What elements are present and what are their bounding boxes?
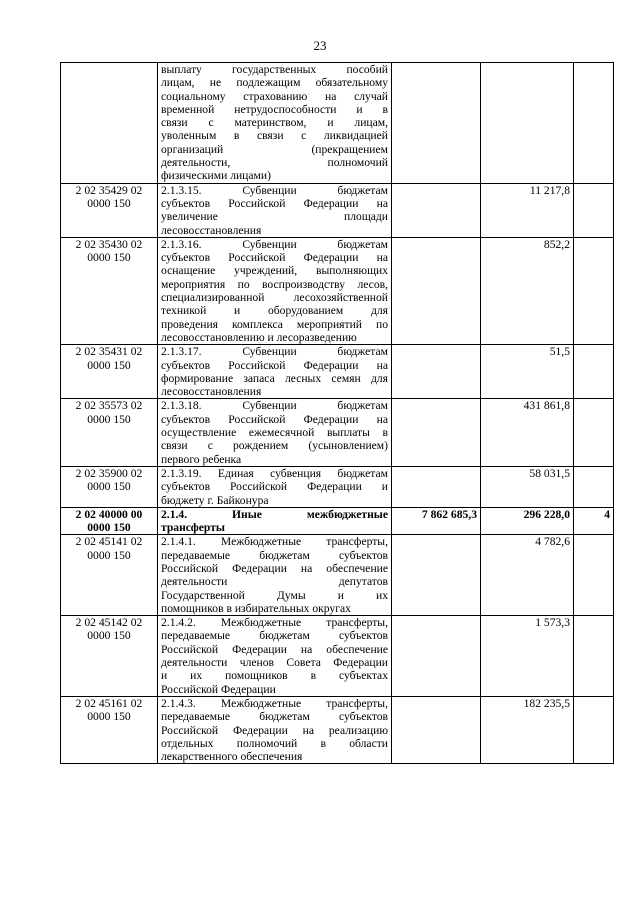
item-name-line: проведения комплекса мероприятий по (161, 317, 388, 331)
item-name-line: Российской Федерации на обеспечение (161, 642, 388, 656)
item-name-line: 2.1.3.18. Субвенции бюджетам (161, 399, 388, 413)
item-name-line: оснащение учреждений, выполняющих (161, 264, 388, 278)
budget-code-line: 0000 150 (87, 629, 131, 643)
item-name-line: передаваемые бюджетам субъектов (161, 629, 388, 643)
item-name-line: временной нетрудоспособности и в (161, 102, 388, 116)
item-name-line: связи с рождением (усыновлением) (161, 439, 388, 453)
item-name-cell (158, 507, 392, 535)
amount-cell-v2: 431 861,8 (481, 399, 574, 466)
item-name-line: 2.1.3.15. Субвенции бюджетам (161, 183, 388, 197)
item-name-line: деятельности членов Совета Федерации (161, 656, 388, 670)
budget-code-line: 0000 150 (87, 548, 131, 562)
amount-cell-v3: 4 (574, 507, 614, 535)
table-row (61, 616, 614, 697)
amount-cell-v1 (392, 616, 481, 697)
amount-cell-v3 (574, 63, 614, 184)
budget-code-line: 2 02 40000 00 (75, 507, 143, 521)
budget-code-line: 0000 150 (87, 710, 131, 724)
budget-code-cell (61, 507, 158, 535)
item-name-line: деятельности, полномочий (161, 156, 388, 170)
budget-code-cell (61, 183, 158, 237)
item-name-cell (158, 616, 392, 697)
item-name-line: 2.1.3.19. Единая субвенция бюджетам (161, 466, 388, 480)
item-name-line: передаваемые бюджетам субъектов (161, 710, 388, 724)
budget-code-cell (61, 63, 158, 184)
item-name-line: субъектов Российской Федерации на (161, 196, 388, 210)
budget-code-line: 0000 150 (87, 196, 131, 210)
amount-cell-v1 (392, 237, 481, 344)
amount-cell-v1: 7 862 685,3 (392, 507, 481, 535)
item-name-line: увеличение площади (161, 210, 388, 224)
budget-code-cell (61, 237, 158, 344)
amount-cell-v3 (574, 616, 614, 697)
table-row (61, 399, 614, 466)
page-number: 23 (313, 38, 327, 53)
amount-cell-v2: 852,2 (481, 237, 574, 344)
amount-cell-v2: 58 031,5 (481, 466, 574, 507)
item-name-cell (158, 466, 392, 507)
table-row (61, 237, 614, 344)
budget-code-line: 2 02 35429 02 (75, 183, 143, 197)
item-name-line: техникой и оборудованием для (161, 304, 388, 318)
item-name-line: 2.1.4. Иные межбюджетные (161, 507, 388, 521)
item-name-line: лесовосстановления (161, 223, 262, 237)
table-row (61, 466, 614, 507)
item-name-line: субъектов Российской Федерации и (161, 480, 388, 494)
budget-code-line: 0000 150 (87, 480, 131, 494)
item-name-line: бюджету г. Байконура (161, 493, 269, 507)
amount-cell-v2: 296 228,0 (481, 507, 574, 535)
item-name-line: 2.1.4.1. Межбюджетные трансферты, (161, 535, 388, 549)
amount-cell-v1 (392, 696, 481, 763)
item-name-line: и их помощников в субъектах (161, 669, 388, 683)
amount-cell-v3 (574, 399, 614, 466)
budget-code-line: 2 02 35573 02 (75, 399, 143, 413)
item-name-line: 2.1.3.16. Субвенции бюджетам (161, 237, 388, 251)
item-name-line: мероприятия по воспроизводству лесов, (161, 277, 388, 291)
amount-cell-v2: 51,5 (481, 345, 574, 399)
amount-cell-v2: 4 782,6 (481, 535, 574, 616)
amount-cell-v1 (392, 466, 481, 507)
budget-code-line: 2 02 35431 02 (75, 345, 143, 359)
table-row (61, 345, 614, 399)
item-name-line: выплату государственных пособий (161, 63, 388, 76)
table-row (61, 183, 614, 237)
item-name-line: Российской Федерации на обеспечение (161, 561, 388, 575)
item-name-line: субъектов Российской Федерации на (161, 358, 388, 372)
budget-code-line: 0000 150 (87, 251, 131, 265)
budget-table (60, 62, 614, 764)
item-name-line: Российской Федерации на реализацию (161, 723, 388, 737)
item-name-cell (158, 183, 392, 237)
amount-cell-v3 (574, 466, 614, 507)
budget-code-cell (61, 399, 158, 466)
item-name-cell (158, 399, 392, 466)
item-name-cell (158, 696, 392, 763)
item-name-line: передаваемые бюджетам субъектов (161, 548, 388, 562)
budget-code-line: 2 02 35430 02 (75, 237, 143, 251)
amount-cell-v3 (574, 696, 614, 763)
item-name-line: осуществление ежемесячной выплаты в (161, 426, 388, 440)
budget-code-line: 2 02 45142 02 (75, 616, 143, 630)
amount-cell-v3 (574, 237, 614, 344)
item-name-line: первого ребенка (161, 452, 242, 466)
item-name-line: лекарственного обеспечения (161, 750, 303, 764)
amount-cell-v2: 1 573,3 (481, 616, 574, 697)
budget-code-line: 0000 150 (87, 521, 131, 535)
item-name-line: субъектов Российской Федерации на (161, 251, 388, 265)
item-name-line: 2.1.4.3. Межбюджетные трансферты, (161, 696, 388, 710)
table-row (61, 63, 614, 184)
amount-cell-v1 (392, 345, 481, 399)
item-name-line: Российской Федерации (161, 682, 276, 696)
budget-code-cell (61, 535, 158, 616)
budget-code-line: 2 02 45141 02 (75, 535, 143, 549)
item-name-cell (158, 63, 392, 184)
item-name-line: связи с материнством, и лицам, (161, 116, 388, 130)
amount-cell-v3 (574, 345, 614, 399)
item-name-line: помощников в избирательных округах (161, 601, 351, 615)
amount-cell-v1 (392, 535, 481, 616)
budget-code-cell (61, 616, 158, 697)
item-name-line: трансферты (161, 521, 225, 535)
item-name-line: 2.1.3.17. Субвенции бюджетам (161, 345, 388, 359)
table-row (61, 696, 614, 763)
item-name-line: уволенным в связи с ликвидацией (161, 129, 388, 143)
item-name-line: формирование запаса лесных семян для (161, 371, 388, 385)
budget-code-cell (61, 696, 158, 763)
item-name-line: отдельных полномочий в области (161, 736, 388, 750)
item-name-line: Государственной Думы и их (161, 588, 388, 602)
budget-code-line: 2 02 35900 02 (75, 466, 143, 480)
amount-cell-v3 (574, 535, 614, 616)
item-name-line: организаций (прекращением (161, 142, 388, 156)
amount-cell-v2: 182 235,5 (481, 696, 574, 763)
amount-cell-v2: 11 217,8 (481, 183, 574, 237)
item-name-line: социальному страхованию на случай (161, 89, 388, 103)
item-name-cell (158, 345, 392, 399)
item-name-line: физическими лицами) (161, 169, 271, 183)
amount-cell-v3 (574, 183, 614, 237)
item-name-line: деятельности депутатов (161, 575, 388, 589)
amount-cell-v1 (392, 183, 481, 237)
item-name-line: специализированной лесохозяйственной (161, 291, 388, 305)
amount-cell-v2 (481, 63, 574, 184)
budget-code-line: 0000 150 (87, 358, 131, 372)
table-row (61, 507, 614, 535)
table-row (61, 535, 614, 616)
budget-code-line: 2 02 45161 02 (75, 696, 143, 710)
budget-code-cell (61, 466, 158, 507)
item-name-line: лесовосстановления (161, 385, 262, 399)
budget-code-line: 0000 150 (87, 412, 131, 426)
amount-cell-v1 (392, 63, 481, 184)
amount-cell-v1 (392, 399, 481, 466)
item-name-line: лесовосстановлению и лесоразведению (161, 330, 357, 344)
item-name-cell (158, 535, 392, 616)
item-name-line: субъектов Российской Федерации на (161, 412, 388, 426)
item-name-cell (158, 237, 392, 344)
item-name-line: 2.1.4.2. Межбюджетные трансферты, (161, 616, 388, 630)
budget-table-body (61, 63, 614, 764)
item-name-line: лицам, не подлежащим обязательному (161, 76, 388, 90)
budget-code-cell (61, 345, 158, 399)
